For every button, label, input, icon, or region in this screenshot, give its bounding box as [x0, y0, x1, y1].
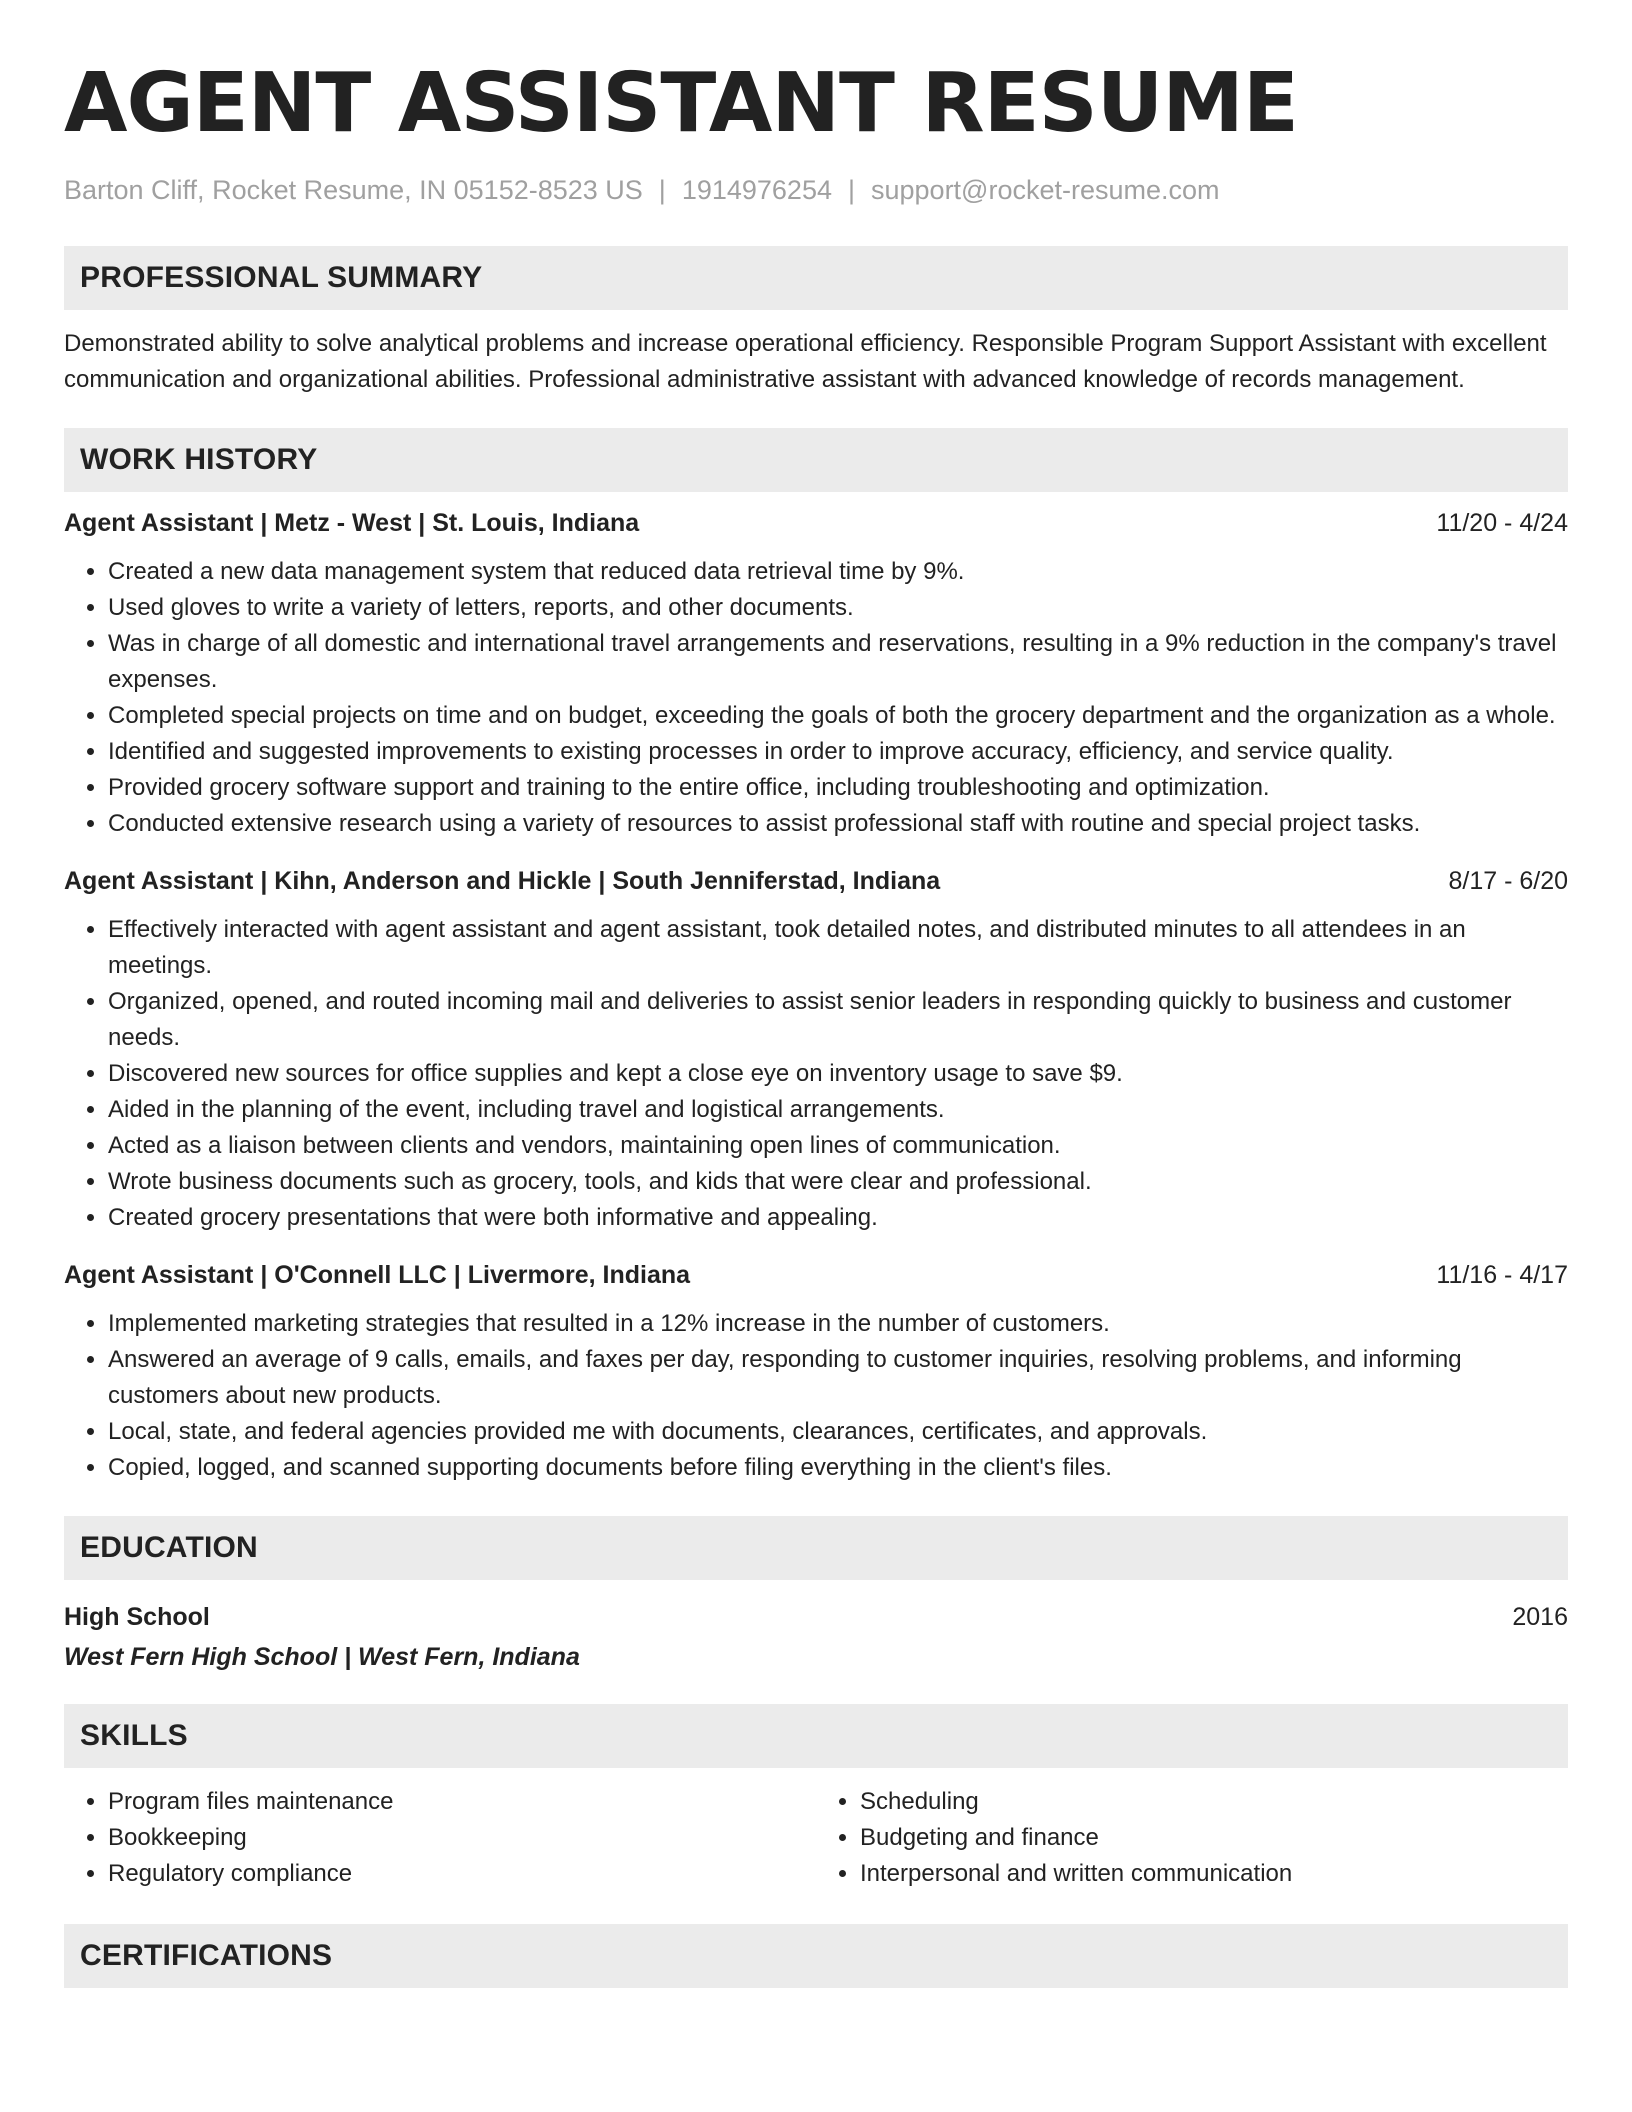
- job-entry: [64, 1258, 1568, 1486]
- section-heading-summary: PROFESSIONAL SUMMARY: [64, 246, 1568, 310]
- contact-separator: |: [847, 175, 855, 205]
- job-entry: [64, 506, 1568, 842]
- job-bullet: • Wrote business documents such as grocery, tools, and kids that were clear and professional.: [108, 1164, 1568, 1200]
- contact-email[interactable]: support@rocket-resume.com: [871, 175, 1220, 205]
- section-heading-work: WORK HISTORY: [64, 428, 1568, 492]
- education-header: [64, 1600, 1568, 1634]
- job-dates: 8/17 - 6/20: [1448, 867, 1568, 895]
- job-header: [64, 864, 1568, 898]
- skill-item: • Scheduling: [860, 1784, 1568, 1820]
- contact-phone: 1914976254: [681, 175, 832, 205]
- contact-line: [64, 172, 1568, 208]
- job-title: Agent Assistant | Kihn, Anderson and Hickle | South Jenniferstad, Indiana: [64, 867, 941, 895]
- education-year: 2016: [1512, 1603, 1568, 1631]
- job-bullet: • Answered an average of 9 calls, emails, and faxes per day, responding to customer inquiries, resolving problems, and informing customers about new products.: [108, 1342, 1568, 1414]
- job-bullet: • Aided in the planning of the event, including travel and logistical arrangements.: [108, 1092, 1568, 1128]
- job-bullet: • Organized, opened, and routed incoming mail and deliveries to assist senior leaders in responding quickly to business and customer needs.: [108, 984, 1568, 1056]
- contact-separator: |: [658, 175, 666, 205]
- job-bullet: • Conducted extensive research using a variety of resources to assist professional staff with routine and special project tasks.: [108, 806, 1568, 842]
- education-school: West Fern High School | West Fern, Indiana: [64, 1643, 580, 1671]
- job-bullet: • Acted as a liaison between clients and vendors, maintaining open lines of communication.: [108, 1128, 1568, 1164]
- contact-address: Barton Cliff, Rocket Resume, IN 05152-8523 US: [64, 175, 643, 205]
- section-heading-certifications: CERTIFICATIONS: [64, 1924, 1568, 1988]
- job-bullet: • Local, state, and federal agencies provided me with documents, clearances, certificates, and approvals.: [108, 1414, 1568, 1450]
- job-bullets: [64, 554, 1568, 842]
- job-bullet: • Provided grocery software support and training to the entire office, including troubleshooting and optimization.: [108, 770, 1568, 806]
- skill-item: • Bookkeeping: [108, 1820, 816, 1856]
- section-heading-education: EDUCATION: [64, 1516, 1568, 1580]
- job-bullet: • Discovered new sources for office supplies and kept a close eye on inventory usage to save $9.: [108, 1056, 1568, 1092]
- job-header: [64, 1258, 1568, 1292]
- job-bullet: • Completed special projects on time and on budget, exceeding the goals of both the grocery department and the organization as a whole.: [108, 698, 1568, 734]
- resume-title: AGENT ASSISTANT RESUME: [64, 56, 1298, 151]
- job-bullet: • Implemented marketing strategies that resulted in a 12% increase in the number of customers.: [108, 1306, 1568, 1342]
- skills-right-column: [816, 1784, 1568, 1892]
- job-bullets: [64, 912, 1568, 1236]
- job-bullet: • Was in charge of all domestic and international travel arrangements and reservations, resulting in a 9% reduction in the company's travel expenses.: [108, 626, 1568, 698]
- job-title: Agent Assistant | O'Connell LLC | Livermore, Indiana: [64, 1261, 691, 1289]
- skill-item: • Interpersonal and written communication: [860, 1856, 1568, 1892]
- job-entry: [64, 864, 1568, 1236]
- job-bullet: • Created a new data management system that reduced data retrieval time by 9%.: [108, 554, 1568, 590]
- job-bullet: • Effectively interacted with agent assistant and agent assistant, took detailed notes, and distributed minutes to all attendees in an meetings.: [108, 912, 1568, 984]
- job-bullet: • Created grocery presentations that were both informative and appealing.: [108, 1200, 1568, 1236]
- skill-item: • Program files maintenance: [108, 1784, 816, 1820]
- skills-left-column: [64, 1784, 816, 1892]
- job-title: Agent Assistant | Metz - West | St. Louis, Indiana: [64, 509, 640, 537]
- skill-item: • Budgeting and finance: [860, 1820, 1568, 1856]
- skills-columns: [64, 1784, 1568, 1892]
- job-dates: 11/20 - 4/24: [1436, 509, 1568, 537]
- job-bullets: [64, 1306, 1568, 1486]
- skill-item: • Regulatory compliance: [108, 1856, 816, 1892]
- education-degree: High School: [64, 1603, 210, 1631]
- job-dates: 11/16 - 4/17: [1436, 1261, 1568, 1289]
- job-header: [64, 506, 1568, 540]
- job-bullet: • Used gloves to write a variety of letters, reports, and other documents.: [108, 590, 1568, 626]
- section-heading-skills: SKILLS: [64, 1704, 1568, 1768]
- job-bullet: • Identified and suggested improvements to existing processes in order to improve accuracy, efficiency, and service quality.: [108, 734, 1568, 770]
- summary-text: Demonstrated ability to solve analytical problems and increase operational efficiency. Responsible Program Support Assistant with excellent communication and organizational abilities. Professional administrative assistant with advanced knowledge of records management.: [64, 330, 1547, 393]
- job-bullet: • Copied, logged, and scanned supporting documents before filing everything in the client's files.: [108, 1450, 1568, 1486]
